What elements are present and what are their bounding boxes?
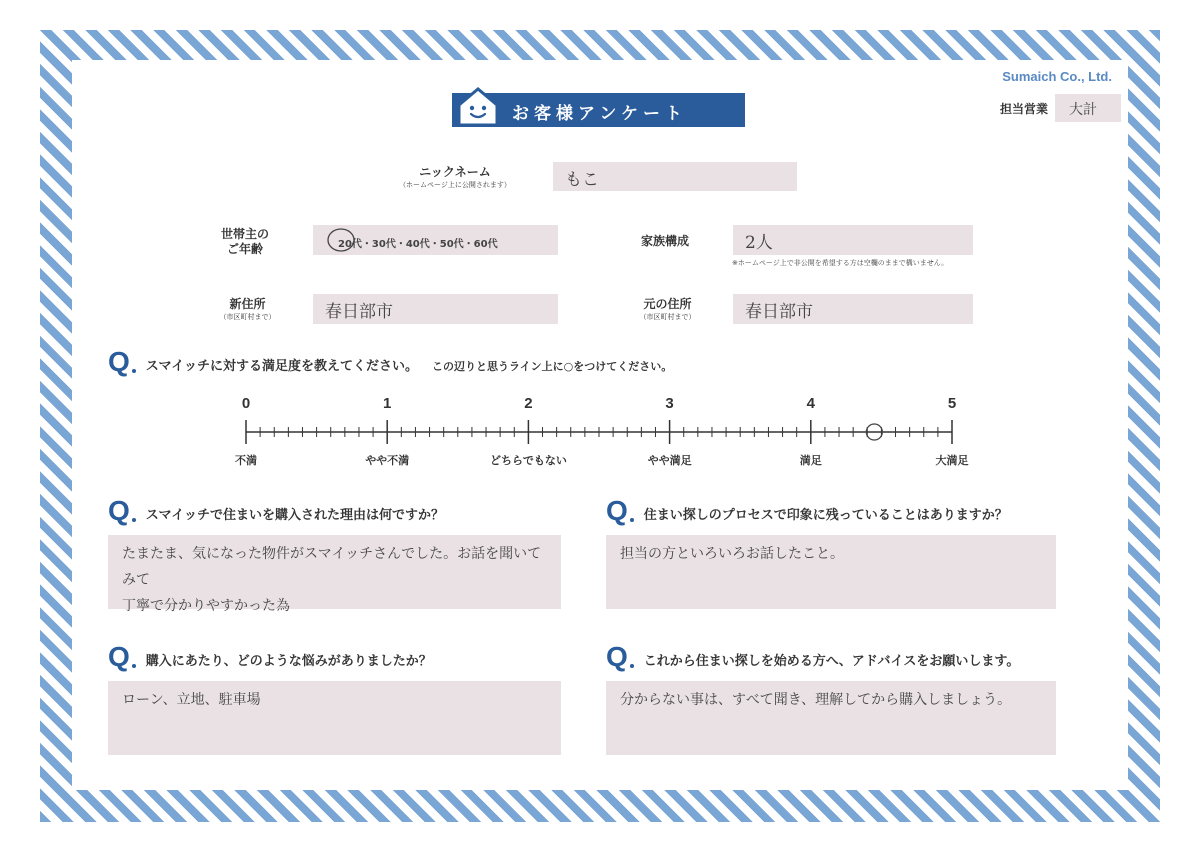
scale-label-4: 満足 — [799, 454, 822, 467]
satisfaction-instruction: この辺りと思うライン上に○をつけてください。 — [432, 360, 673, 373]
scale-number-5: 5 — [947, 395, 957, 412]
title-banner — [452, 93, 745, 127]
q3-answer: ローン、立地、駐車場 — [122, 692, 261, 708]
q-mark: Q — [606, 495, 628, 526]
q4-answer-field — [606, 681, 1056, 755]
q-dot — [132, 369, 136, 373]
q3-question — [108, 643, 432, 671]
family-note: ※ホームページ上で非公開を希望する方は空欄のままで構いません。 — [732, 259, 949, 267]
house-icon — [456, 85, 500, 127]
scale-label-3: やや満足 — [647, 454, 692, 467]
satisfaction-question-text: スマイッチに対する満足度を教えてください。 — [145, 359, 419, 374]
q-dot — [132, 518, 136, 522]
nickname-label — [380, 165, 530, 190]
q-mark: Q — [108, 346, 130, 377]
q-dot — [132, 664, 136, 668]
scale-label-0: 不満 — [235, 454, 257, 467]
nickname-field — [553, 162, 797, 191]
nickname-value: もこ — [565, 170, 599, 190]
scale-label-1: やや不満 — [365, 454, 410, 467]
q-mark: Q — [108, 495, 130, 526]
q-mark: Q — [108, 641, 130, 672]
old-address-label-text: 元の住所 — [643, 297, 692, 311]
age-label-line2: ご年齢 — [226, 242, 263, 256]
scale-label-2: どちらでもない — [489, 454, 567, 467]
q4-answer: 分からない事は、すべて聞き、理解してから購入しましょう。 — [620, 692, 1012, 708]
q4-question-text: これから住まい探しを始める方へ、アドバイスをお願いします。 — [643, 654, 1020, 669]
age-label — [205, 227, 285, 257]
q1-question — [108, 497, 444, 525]
q1-answer-line2: 丁寧で分かりやすかった為 — [122, 598, 290, 614]
new-address-value: 春日部市 — [325, 302, 393, 322]
old-address-label — [625, 297, 710, 322]
age-label-line1: 世帯主の — [220, 227, 269, 241]
q2-answer-field — [606, 535, 1056, 609]
new-address-field — [313, 294, 558, 324]
q-mark: Q — [606, 641, 628, 672]
q1-answer-field — [108, 535, 561, 614]
scale-number-0: 0 — [241, 395, 251, 412]
q2-question — [606, 497, 1008, 525]
age-options: 20代・30代・40代・50代・60代 — [338, 239, 498, 250]
old-address-sublabel: （市区町村まで） — [639, 313, 696, 321]
staff-label: 担当営業 — [1000, 102, 1049, 116]
scale-number-4: 4 — [806, 395, 815, 412]
scale-number-3: 3 — [665, 395, 674, 412]
q3-answer-field — [108, 681, 561, 755]
scale-label-5: 大満足 — [935, 454, 969, 467]
new-address-sublabel: （市区町村まで） — [219, 313, 276, 321]
family-field — [733, 225, 973, 255]
family-value: 2人 — [745, 233, 773, 253]
q1-answer — [122, 541, 552, 619]
scale-number-1: 1 — [383, 395, 392, 412]
old-address-field — [733, 294, 973, 324]
old-address-value: 春日部市 — [745, 302, 813, 322]
scale-number-2: 2 — [524, 395, 533, 412]
staff-value: 大計 — [1069, 102, 1097, 118]
page-title: お客様アンケート — [512, 104, 687, 124]
q4-question — [606, 643, 1019, 671]
nickname-label-text: ニックネーム — [419, 165, 491, 179]
new-address-label-text: 新住所 — [229, 297, 266, 311]
q3-question-text: 購入にあたり、どのような悩みがありましたか？ — [145, 654, 432, 669]
family-label: 家族構成 — [640, 234, 689, 248]
new-address-label — [205, 297, 290, 322]
staff-field — [1055, 94, 1121, 122]
satisfaction-scale — [230, 388, 970, 468]
q2-question-text: 住まい探しのプロセスで印象に残っていることはありますか？ — [643, 508, 1008, 523]
q1-question-text: スマイッチで住まいを購入された理由は何ですか？ — [145, 508, 445, 523]
q-dot — [630, 664, 634, 668]
company-name: Sumaich Co., Ltd. — [1002, 69, 1112, 84]
q-dot — [630, 518, 634, 522]
nickname-sublabel: （ホームページ上に公開されます） — [399, 181, 511, 189]
q1-answer-line1: たまたま、気になった物件がスマイッチさんでした。お話を聞いてみて — [122, 546, 542, 588]
q2-answer: 担当の方といろいろお話したこと。 — [620, 546, 844, 562]
satisfaction-question — [108, 348, 672, 376]
